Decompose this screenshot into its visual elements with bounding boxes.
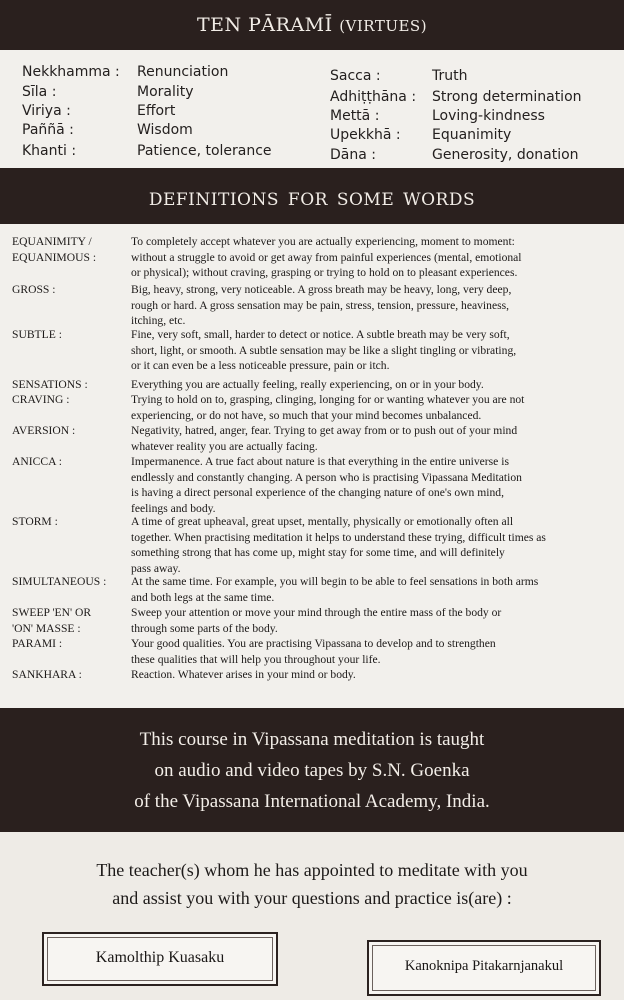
definition-term — [12, 574, 130, 590]
definitions-title: DEFINITIONS FOR SOME WORDS — [148, 190, 476, 210]
teacher-line: The teacher(s) whom he has appointed to meditate with you — [96, 860, 528, 880]
definition-text-line: Fine, very soft, small, harder to detect or notice. A subtle breath may be very soft, — [131, 328, 510, 341]
parami-term: Mettā : — [330, 108, 380, 124]
parami-row — [22, 64, 229, 80]
title-band — [0, 0, 624, 50]
definition-text-line: Reaction. Whatever arises in your mind or body. — [131, 668, 356, 681]
title-sub: (VIRTUES) — [339, 17, 428, 35]
parami-term: Nekkhamma : — [22, 64, 120, 80]
parami-term: Adhiṭṭhāna : — [330, 89, 417, 105]
definition-text — [131, 423, 601, 454]
course-line: This course in Vipassana meditation is taught — [139, 729, 485, 750]
definition-text-line: and both legs at the same time. — [131, 590, 275, 604]
page-title — [0, 14, 624, 36]
definition-text-line: To completely accept whatever you are actually experiencing, moment to moment: — [131, 235, 515, 248]
definition-text-line: Negativity, hatred, anger, fear. Trying to get away from or to push out of your mind — [131, 424, 518, 437]
definition-text-line: short, light, or smooth. A subtle sensation may be like a slight tingling or vibrating, — [131, 343, 517, 357]
definition-term — [12, 392, 130, 408]
definition-term-line: 'ON' MASSE : — [12, 621, 81, 635]
definition-term-line: STORM : — [12, 515, 58, 528]
definition-text-line: Big, heavy, strong, very noticeable. A gross breath may be heavy, long, very deep, — [131, 283, 512, 296]
definition-text-line: these qualities that will help you throughout your life. — [131, 652, 381, 666]
definition-text-line: is having a direct personal experience of the changing nature of one's own mind, — [131, 486, 504, 499]
definition-text-line: Impermanence. A true fact about nature is that everything in the entire universe is — [131, 455, 509, 468]
definition-term — [12, 423, 130, 439]
parami-row — [330, 127, 512, 143]
course-text — [0, 724, 624, 817]
definition-term — [12, 234, 130, 265]
parami-meaning: Morality — [137, 84, 194, 100]
definition-term — [12, 636, 130, 652]
definition-text-line: endlessly and constantly changing. A person who is practising Vipassana Meditation — [131, 470, 522, 484]
parami-meaning: Truth — [432, 68, 468, 84]
paramis-right-column — [330, 68, 620, 168]
definition-term — [12, 514, 130, 530]
definition-text — [131, 234, 601, 281]
definition-text — [131, 454, 601, 516]
parami-meaning: Wisdom — [137, 122, 193, 138]
definition-text-line: Everything you are actually feeling, really experiencing, on or in your body. — [131, 378, 484, 391]
parami-term: Upekkhā : — [330, 127, 401, 143]
parami-row — [22, 122, 193, 138]
parami-row — [22, 143, 272, 159]
definition-term-line: EQUANIMITY / — [12, 235, 92, 248]
definition-text-line: Trying to hold on to, grasping, clinging, longing for or wanting whatever you are not — [131, 393, 525, 406]
definition-term — [12, 454, 130, 470]
definition-term — [12, 282, 130, 298]
definition-text-line: Your good qualities. You are practising Vipassana to develop and to strengthen — [131, 637, 496, 650]
definition-text — [131, 605, 601, 636]
parami-row — [330, 147, 579, 163]
teacher-panel — [0, 832, 624, 1000]
definition-term-line: AVERSION : — [12, 424, 76, 437]
definition-text-line: At the same time. For example, you will begin to be able to feel sensations in both arms — [131, 575, 539, 588]
definition-text — [131, 667, 601, 683]
course-line: on audio and video tapes by S.N. Goenka — [154, 760, 470, 781]
definition-text — [131, 392, 601, 423]
definition-term-line: SWEEP 'EN' OR — [12, 606, 92, 619]
definition-text-line: itching, etc. — [131, 314, 186, 327]
teacher-name: Kamolthip Kuasaku — [95, 949, 225, 966]
course-line: of the Vipassana International Academy, India. — [134, 791, 490, 812]
parami-meaning: Generosity, donation — [432, 147, 579, 163]
definition-text-line: experiencing, or do not have, so much that your mind becomes unbalanced. — [131, 408, 482, 422]
teacher-name: Kanoknipa Pitakarnjanakul — [404, 958, 564, 974]
definition-term-line: GROSS : — [12, 283, 56, 296]
definition-term-line: SIMULTANEOUS : — [12, 575, 107, 588]
parami-term: Khanti : — [22, 143, 77, 159]
paramis-panel — [0, 50, 624, 168]
parami-row — [330, 68, 468, 84]
parami-row — [22, 103, 176, 119]
definition-text-line: together. When practising meditation it helps to understand these trying, difficult times as — [131, 530, 546, 544]
definition-term-line: CRAVING : — [12, 393, 70, 406]
definition-text-line: whatever reality you are actually facing. — [131, 439, 318, 453]
parami-term: Sacca : — [330, 68, 381, 84]
parami-term: Viriya : — [22, 103, 71, 119]
parami-row — [330, 108, 545, 124]
teacher-name-card — [367, 940, 601, 996]
definition-term-line: SUBTLE : — [12, 328, 62, 341]
teacher-line: and assist you with your questions and practice is(are) : — [112, 888, 512, 908]
definition-text — [131, 327, 601, 374]
definition-term — [12, 377, 130, 393]
teacher-name-card — [42, 932, 278, 986]
course-band — [0, 708, 624, 832]
definition-term — [12, 605, 130, 636]
definition-text-line: or it can even be a less noticeable pressure, pain or itch. — [131, 359, 390, 372]
parami-term: Sīla : — [22, 84, 57, 100]
definitions-band — [0, 168, 624, 224]
parami-term: Dāna : — [330, 147, 376, 163]
definition-term-line: SENSATIONS : — [12, 378, 88, 391]
definition-text-line: rough or hard. A gross sensation may be pain, stress, tension, pressure, heaviness, — [131, 298, 510, 312]
parami-meaning: Renunciation — [137, 64, 229, 80]
teacher-text — [0, 856, 624, 912]
definition-text-line: A time of great upheaval, great upset, mentally, physically or emotionally often all — [131, 515, 514, 528]
definition-text-line: something strong that has come up, might stay for some time, and will definitely — [131, 546, 505, 559]
parami-meaning: Effort — [137, 103, 176, 119]
parami-row — [330, 89, 582, 105]
parami-term: Paññā : — [22, 122, 74, 138]
parami-meaning: Loving-kindness — [432, 108, 545, 124]
definition-term-line: SANKHARA : — [12, 668, 82, 681]
definition-text-line: through some parts of the body. — [131, 621, 278, 635]
definition-text — [131, 377, 601, 393]
definition-text-line: without a struggle to avoid or get away from painful experiences (mental, emotional — [131, 250, 522, 264]
parami-meaning: Equanimity — [432, 127, 512, 143]
definition-text-line: pass away. — [131, 561, 181, 575]
definition-term — [12, 327, 130, 343]
definitions-panel — [0, 224, 624, 708]
definition-text-line: feelings and body. — [131, 501, 216, 515]
definition-term-line: PARAMI : — [12, 637, 63, 650]
definition-text-line: or physical); without craving, grasping or trying to hold on to pleasant experiences. — [131, 266, 518, 279]
title-main: TEN PĀRAMĪ — [196, 14, 333, 36]
definition-text — [131, 636, 601, 667]
parami-meaning: Strong determination — [432, 89, 582, 105]
definition-term — [12, 667, 130, 683]
definition-text — [131, 514, 601, 576]
parami-row — [22, 84, 194, 100]
definition-text — [131, 282, 601, 329]
definition-term-line: ANICCA : — [12, 455, 62, 468]
parami-meaning: Patience, tolerance — [137, 143, 272, 159]
definition-text — [131, 574, 601, 605]
definition-text-line: Sweep your attention or move your mind through the entire mass of the body or — [131, 606, 502, 619]
definition-term-line: EQUANIMOUS : — [12, 250, 97, 264]
paramis-left-column — [22, 64, 312, 164]
